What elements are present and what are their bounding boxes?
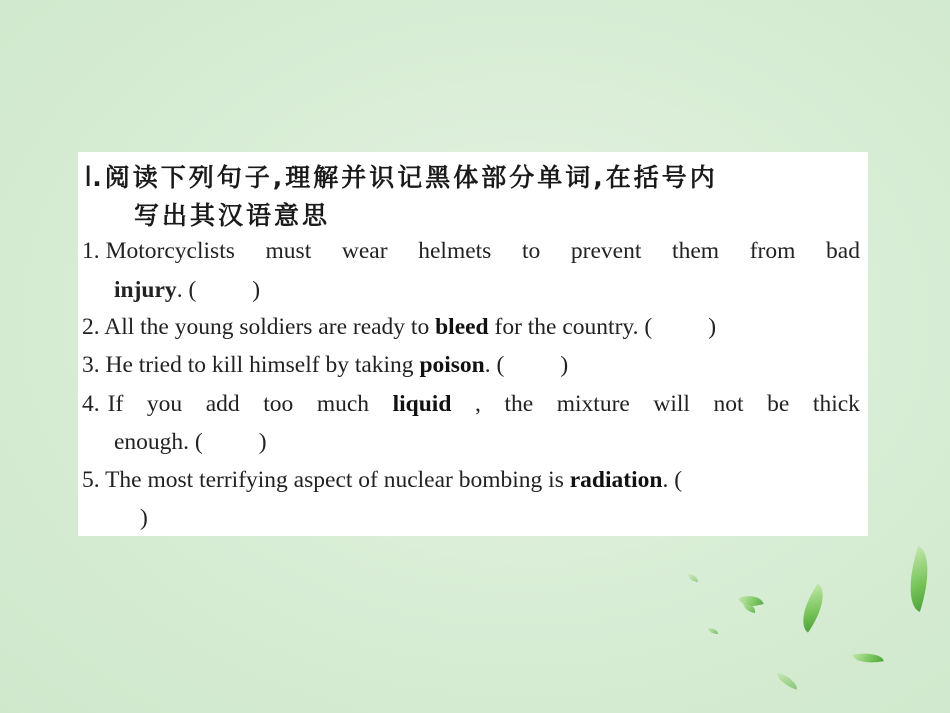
question-number: 2.	[82, 314, 100, 340]
question-5	[82, 467, 862, 494]
exercise-card	[78, 152, 868, 536]
question-number: 5.	[82, 467, 100, 493]
question-number: 3.	[82, 352, 100, 378]
heading-line-1	[84, 158, 718, 194]
word: from	[749, 238, 796, 264]
word: not	[713, 391, 744, 417]
question-number: 1.	[82, 238, 100, 264]
word: add	[205, 391, 240, 417]
word: ,	[474, 391, 481, 417]
leaf-decoration	[688, 574, 698, 582]
answer-close: )	[258, 429, 267, 455]
word: thick	[812, 391, 860, 417]
question-text: He tried to kill himself by taking	[105, 352, 420, 378]
question-4-line	[108, 391, 860, 418]
leaf-decoration	[852, 649, 884, 666]
word: If	[107, 391, 124, 417]
question-text-cont: enough. (	[114, 429, 203, 455]
word: you	[146, 391, 183, 417]
word: to	[521, 238, 541, 264]
word: the	[504, 391, 534, 417]
question-4	[82, 391, 862, 418]
question-2	[82, 314, 862, 341]
word: wear	[341, 238, 388, 264]
question-5-continuation	[110, 505, 148, 532]
question-4-continuation	[114, 429, 267, 456]
keyword-bleed: bleed	[435, 314, 489, 340]
answer-open: for the country. (	[488, 314, 653, 340]
word: must	[265, 238, 312, 264]
question-text: The most terrifying aspect of nuclear bombing is	[105, 467, 570, 493]
leaf-decoration	[792, 583, 835, 632]
keyword-injury: injury	[114, 277, 177, 303]
keyword-liquid: liquid	[392, 391, 452, 417]
answer-close: )	[252, 277, 261, 303]
word: bad	[826, 238, 860, 264]
word: helmets	[418, 238, 492, 264]
word: Motorcyclists	[105, 238, 235, 264]
question-1-continuation	[114, 277, 260, 304]
question-text	[106, 238, 860, 265]
heading-text-1: .阅读下列句子,理解并识记黑体部分单词,在括号内	[92, 163, 718, 192]
question-text: All the young soldiers are ready to	[104, 314, 436, 340]
leaf-decoration	[708, 628, 718, 634]
question-3	[82, 352, 862, 379]
leaf-decoration	[899, 546, 939, 612]
word: mixture	[556, 391, 630, 417]
question-1	[82, 238, 862, 265]
answer-open: . (	[662, 467, 683, 493]
keyword-radiation: radiation	[569, 467, 663, 493]
word: too	[263, 391, 294, 417]
keyword-poison: poison	[419, 352, 485, 378]
answer-open: . (	[176, 277, 197, 303]
answer-close: )	[708, 314, 717, 340]
answer-open: . (	[484, 352, 505, 378]
heading-line-2: 写出其汉语意思	[134, 201, 331, 230]
leaf-decoration	[774, 672, 800, 690]
word: them	[672, 238, 720, 264]
question-number: 4.	[82, 391, 100, 417]
section-numeral: Ⅰ	[84, 162, 93, 193]
word: much	[316, 391, 370, 417]
word: will	[653, 391, 690, 417]
word: be	[767, 391, 790, 417]
answer-close: )	[560, 352, 569, 378]
word: prevent	[570, 238, 642, 264]
answer-close: )	[140, 505, 148, 531]
